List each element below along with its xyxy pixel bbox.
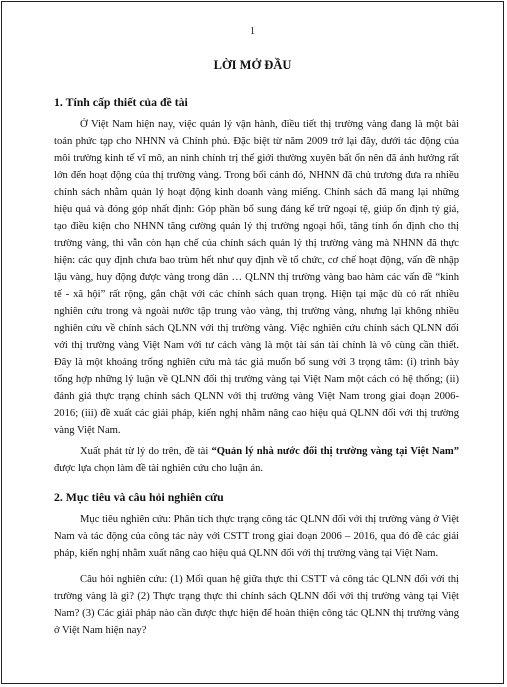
section-2-paragraph-2: Câu hỏi nghiên cứu: (1) Mối quan hệ giữa thực thi CSTT và công tác QLNN đối với thị trường vàng là gì? (2) Thực trạng thực thi chính sách QLNN đối với thị trường vàng tại Việt Nam? (3) Các giải pháp nào cần được thực hiện để hoàn thiện công tác QLNN thị trường vàng ở Việt Nam hiện nay? — [54, 574, 459, 636]
document-body — [54, 94, 459, 639]
section-2-paragraph-1: Mục tiêu nghiên cứu: Phân tích thực trạng công tác QLNN đối với thị trường vàng ở Việt Nam và tác động của công tác này với CSTT trong giai đoạn 2006 – 2016, qua đó đề các giải pháp, kiến nghị nhằm xuất nâng cao hiệu quả QLNN đối với thị trường vàng tại Việt Nam. — [54, 514, 459, 559]
paragraph-suffix: được lựa chọn làm đề tài nghiên cứu cho luận án. — [54, 463, 264, 474]
section-1-paragraph-1: Ở Việt Nam hiện nay, việc quản lý vận hành, điều tiết thị trường vàng đang là một bài toán phức tạp cho NHNN và Chính phủ. Đặc biệt từ năm 2009 trở lại đây, dưới tác động của môi trường kinh tế vĩ mô, an ninh chính trị thế giới thường xuyên bất ổn nên đã ảnh hưởng rất lớn đến hoạt động của thị trường vàng. Trong bối cảnh đó, NHNN đã chủ trương đưa ra nhiều chính sách nhằm quản lý hoạt động kinh doanh vàng miếng. Chính sách đã mang lại những hiệu quả và đóng góp nhất định: Góp phần bổ sung đáng kể trữ ngoại tệ, giúp ổn định tỷ giá, tạo điều kiện cho NHNN tăng cường quản lý thị trường ngoại hối, tăng tính ổn định cho thị trường vàng, thì vẫn còn hạn chế của chính sách quản lý thị trường vàng mà NHNN đã thực hiện: các quy định chưa bao trùm hết như quy định về tổ chức, cơ chế hoạt động, vấn đề nhập lậu vàng, huy động được vàng trong dân … QLNN thị trường vàng bao hàm các vấn đề “kinh tế - xã hội” rất rộng, gắn chặt với các chính sách quan trọng. Hiện tại mặc dù có rất nhiều nghiên cứu trong và ngoài nước tập trung vào vàng, thị trường vàng, nhưng lại không nhiều nghiên cứu về chính sách QLNN với thị trường vàng. Việc nghiên cứu chính sách QLNN đối với thị trường vàng Việt Nam với tư cách vàng là một tài sản tài chính là vô cùng cần thiết. Đây là một khoảng trống nghiên cứu mà tác giả muốn bổ sung với 3 trọng tâm: (i) trình bày tổng hợp những lý luận về QLNN đối thị trường vàng tại Việt Nam một cách có hệ thống; (ii) đánh giá thực trạng chính sách QLNN với thị trường vàng Việt Nam trong giai đoạn 2006-2016; (iii) đề xuất các giải pháp, kiến nghị nhằm nâng cao hiệu quả QLNN đối với thị trường vàng Việt Nam. — [54, 119, 459, 436]
section-1-paragraph-2 — [54, 443, 459, 477]
thesis-title: “Quản lý nhà nước đối thị trường vàng tại Việt Nam” — [211, 446, 460, 457]
document-page — [1, 1, 504, 684]
paragraph-prefix: Xuất phát từ lý do trên, đề tài — [80, 446, 212, 457]
page-number: 1 — [250, 26, 255, 37]
page-title: LỜI MỞ ĐẦU — [213, 58, 292, 72]
section-2-heading: 2. Mục tiêu và câu hỏi nghiên cứu — [54, 490, 224, 504]
section-1-heading: 1. Tính cấp thiết của đề tài — [54, 95, 188, 109]
